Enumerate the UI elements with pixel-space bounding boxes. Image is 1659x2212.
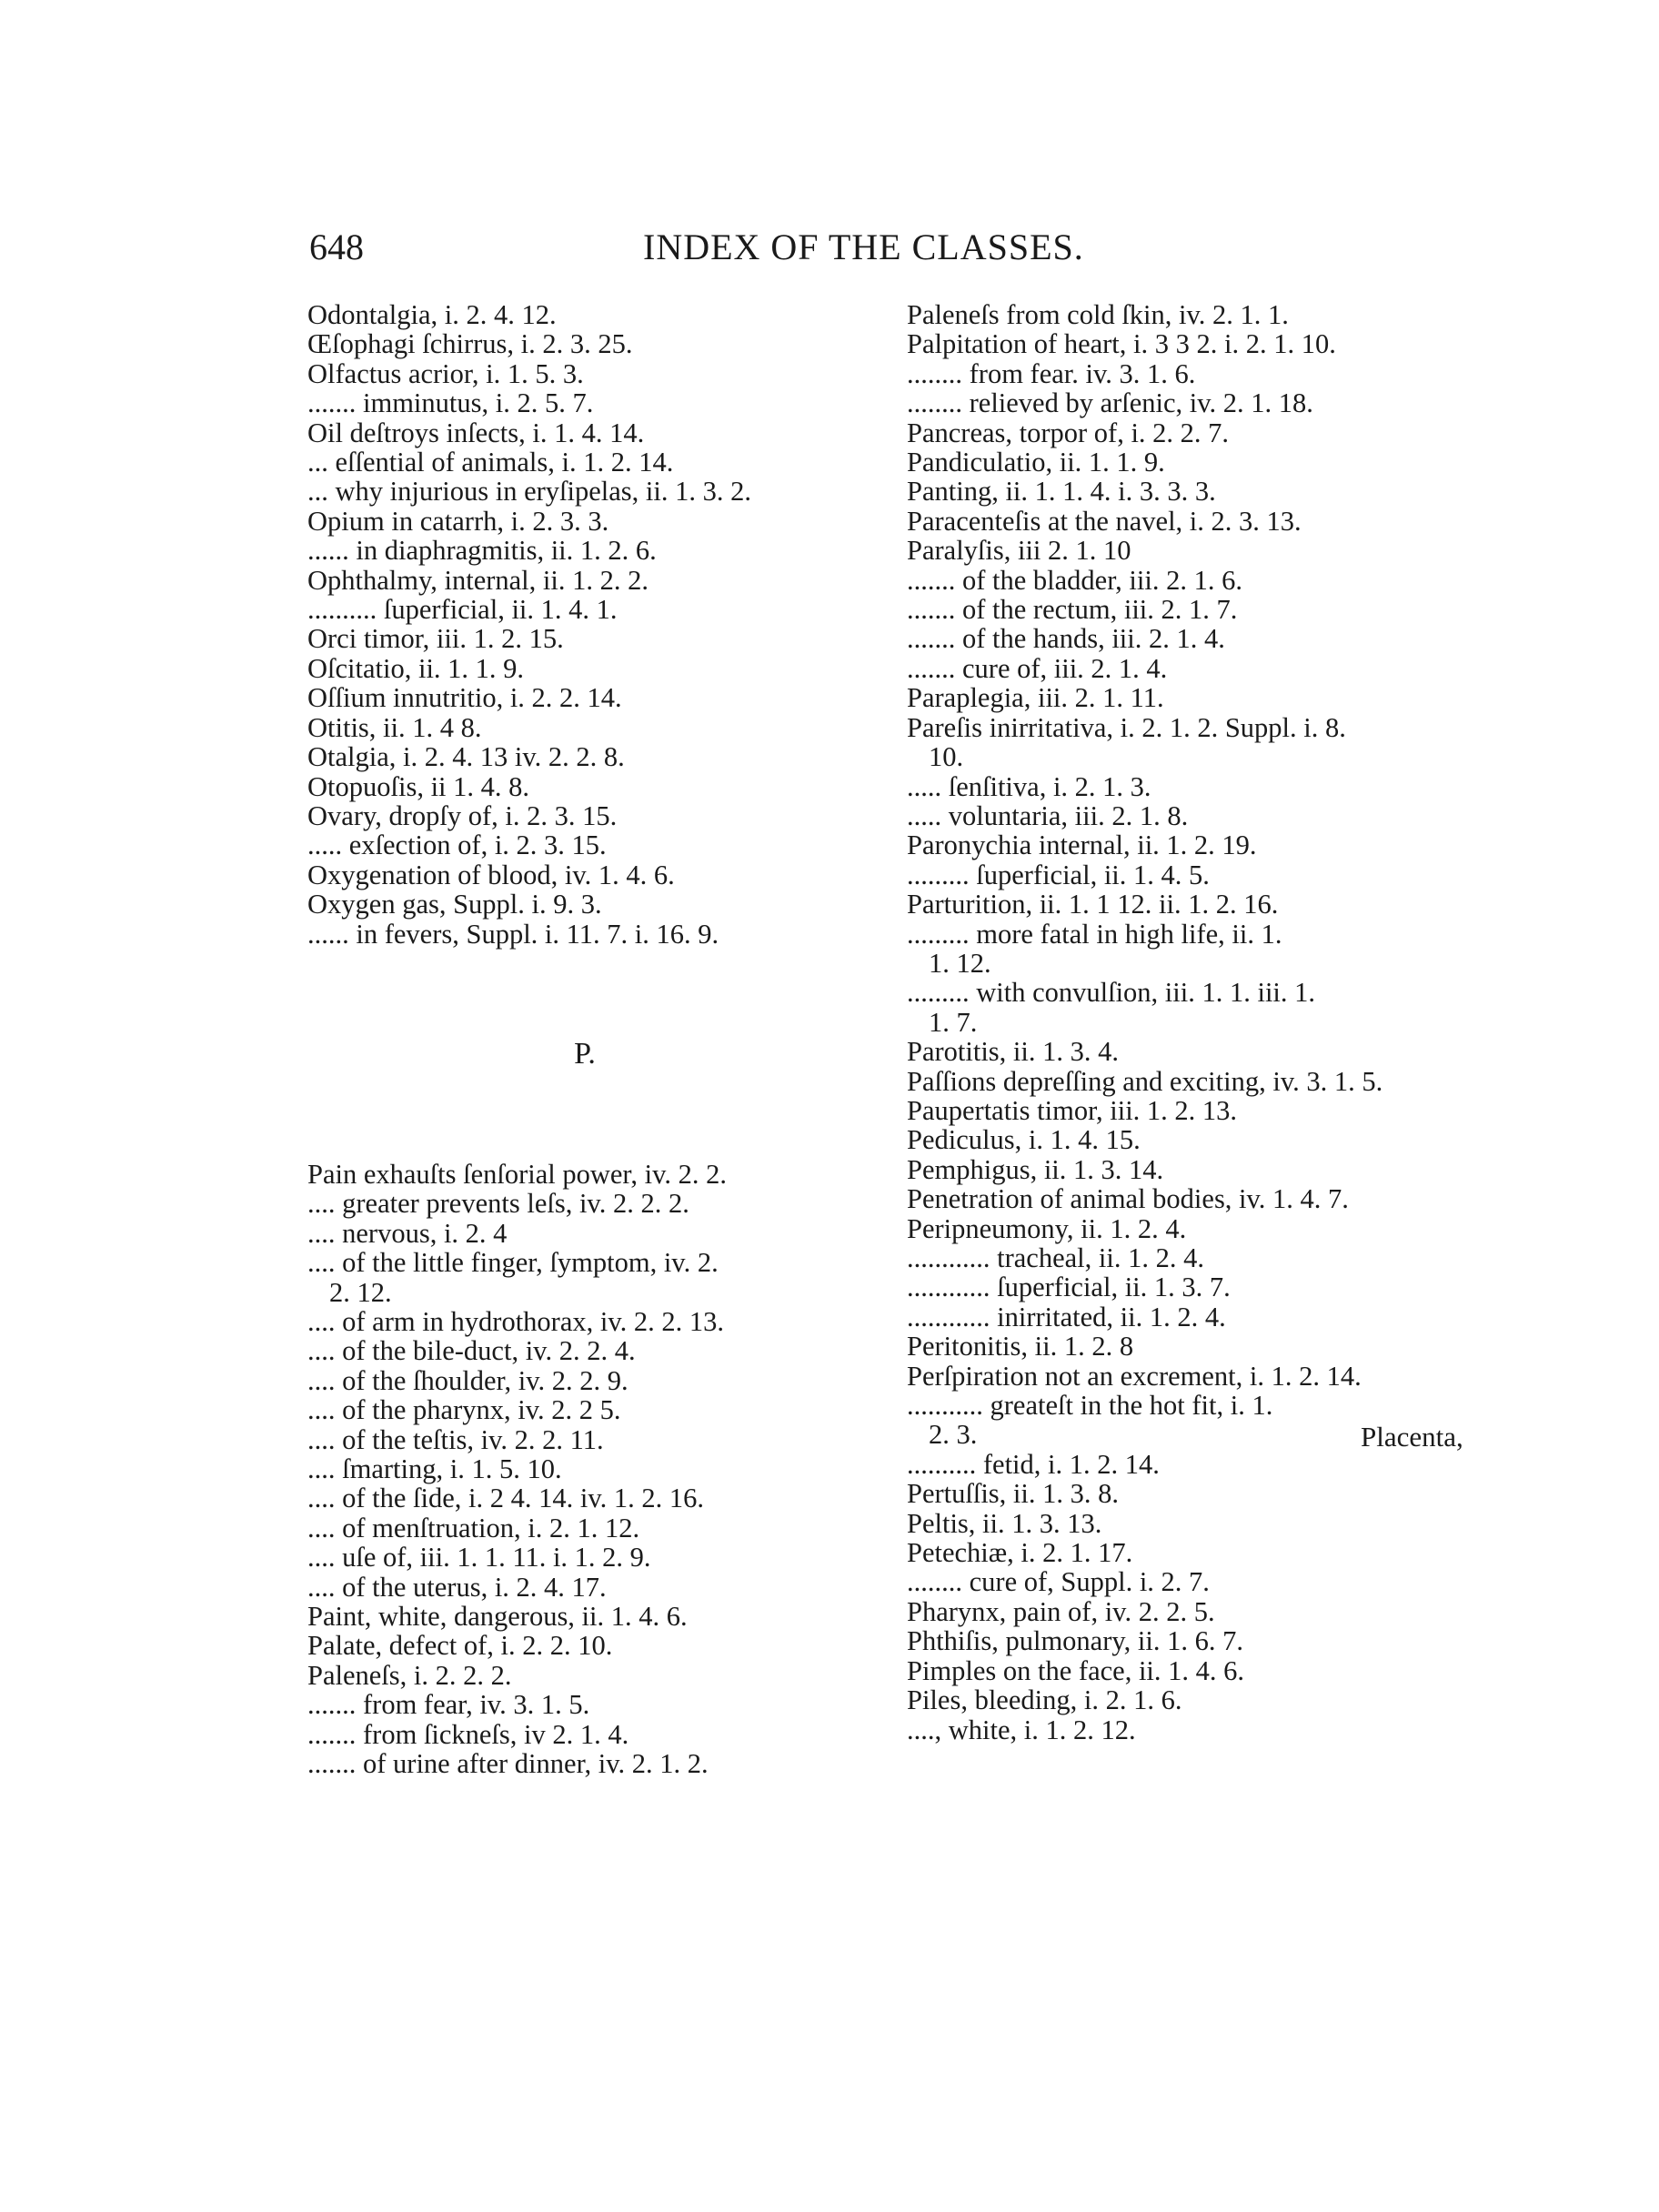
index-entry: Phthiſis, pulmonary, ii. 1. 6. 7. (907, 1625, 1243, 1657)
index-entry: ...... in fevers, Suppl. i. 11. 7. i. 16. 9. (307, 918, 719, 950)
index-entry: Otalgia, i. 2. 4. 13 iv. 2. 2. 8. (307, 741, 625, 773)
index-entry: Pancreas, torpor of, i. 2. 2. 7. (907, 417, 1230, 448)
index-entry-continuation: 10. (929, 741, 964, 773)
index-entry: Petechiæ, i. 2. 1. 17. (907, 1537, 1133, 1569)
index-entry: Peltis, ii. 1. 3. 13. (907, 1507, 1102, 1539)
index-entry: Parturition, ii. 1. 1 12. ii. 1. 2. 16. (907, 889, 1279, 920)
index-entry: ..... ſenſitiva, i. 2. 1. 3. (907, 770, 1151, 802)
index-entry: Pareſis inirritativa, i. 2. 1. 2. Suppl. i. 8. (907, 711, 1346, 743)
index-entry: Oxygen gas, Suppl. i. 9. 3. (307, 889, 602, 920)
page-number: 648 (309, 226, 364, 267)
index-entry: Orci timor, iii. 1. 2. 15. (307, 623, 564, 655)
p-entries (307, 1160, 862, 1779)
index-entry: ....... of the bladder, iii. 2. 1. 6. (907, 564, 1242, 596)
index-entry: Odontalgia, i. 2. 4. 12. (307, 299, 557, 330)
index-entry: Paupertatis timor, iii. 1. 2. 13. (907, 1094, 1238, 1126)
index-entry: ............ ſuperficial, ii. 1. 3. 7. (907, 1272, 1231, 1303)
index-entry: Paronychia internal, ii. 1. 2. 19. (907, 830, 1257, 861)
index-entry: ....... cure of, iii. 2. 1. 4. (907, 652, 1168, 684)
index-entry: Otopuoſis, ii 1. 4. 8. (307, 770, 530, 802)
index-entry: Oſſium innutritio, i. 2. 2. 14. (307, 682, 622, 714)
index-entry: ......... more fatal in high life, ii. 1. (907, 918, 1282, 950)
index-entry: ... eſſential of animals, i. 1. 2. 14. (307, 447, 674, 478)
index-entry-continuation: 1. 7. (929, 1006, 978, 1038)
index-entry: Otitis, ii. 1. 4 8. (307, 711, 482, 743)
index-entry: Pain exhauſts ſenſorial power, iv. 2. 2. (307, 1158, 727, 1190)
index-entry: ..... voluntaria, iii. 2. 1. 8. (907, 799, 1189, 831)
index-entry: Ophthalmy, internal, ii. 1. 2. 2. (307, 564, 649, 596)
index-entry: Peritonitis, ii. 1. 2. 8 (907, 1331, 1134, 1362)
index-entry: ........ relieved by arſenic, iv. 2. 1. 18. (907, 387, 1313, 419)
index-entry: .... of the pharynx, iv. 2. 2 5. (307, 1394, 621, 1426)
index-entry: Pertuſſis, ii. 1. 3. 8. (907, 1478, 1119, 1510)
left-column (307, 300, 862, 1778)
index-entry: Pediculus, i. 1. 4. 15. (907, 1124, 1141, 1156)
index-entry: .... greater prevents leſs, iv. 2. 2. 2. (307, 1188, 689, 1220)
o-entries (307, 300, 862, 949)
index-entry: Paraplegia, iii. 2. 1. 11. (907, 682, 1164, 714)
index-entry-continuation: 2. 3. (929, 1419, 978, 1451)
index-entry: ..... exſection of, i. 2. 3. 15. (307, 830, 607, 861)
index-entry: ....... imminutus, i. 2. 5. 7. (307, 387, 594, 419)
index-entry: ... why injurious in eryſipelas, ii. 1. 3. 2. (307, 476, 751, 508)
index-entry: ....... from fear, iv. 3. 1. 5. (307, 1689, 590, 1721)
index-entry: .... of menſtruation, i. 2. 1. 12. (307, 1512, 640, 1543)
index-entry: Paralyſis, iii 2. 1. 10 (907, 535, 1131, 567)
index-entry: .... of the uterus, i. 2. 4. 17. (307, 1571, 607, 1603)
index-entry: Parotitis, ii. 1. 3. 4. (907, 1036, 1119, 1068)
index-entry: ...., white, i. 1. 2. 12. (907, 1714, 1136, 1745)
index-entry: Paracenteſis at the navel, i. 2. 3. 13. (907, 505, 1302, 537)
index-entry: ......... ſuperficial, ii. 1. 4. 5. (907, 859, 1210, 890)
index-entry: Œſophagi ſchirrus, i. 2. 3. 25. (307, 328, 633, 360)
index-entry: ....... of the hands, iii. 2. 1. 4. (907, 623, 1225, 655)
index-entry: ........ from fear. iv. 3. 1. 6. (907, 357, 1196, 389)
index-entry: ....... of urine after dinner, iv. 2. 1. 2. (307, 1748, 709, 1780)
index-entry: ........ cure of, Suppl. i. 2. 7. (907, 1566, 1210, 1598)
index-entry: Pandiculatio, ii. 1. 1. 9. (907, 447, 1165, 478)
index-entry: .... of arm in hydrothorax, iv. 2. 2. 13. (307, 1305, 724, 1337)
index-entry: .... uſe of, iii. 1. 1. 11. i. 1. 2. 9. (307, 1542, 651, 1574)
index-entry: Pimples on the face, ii. 1. 4. 6. (907, 1654, 1245, 1686)
index-entry: Oil deſtroys inſects, i. 1. 4. 14. (307, 417, 645, 448)
index-entry: Olfactus acrior, i. 1. 5. 3. (307, 357, 584, 389)
index-entry: ............ tracheal, ii. 1. 2. 4. (907, 1242, 1204, 1273)
catchword: Placenta, (1361, 1421, 1463, 1453)
section-heading: P. (574, 1036, 596, 1071)
index-entry: ............ inirritated, ii. 1. 2. 4. (907, 1301, 1226, 1332)
index-entry: ........... greateſt in the hot fit, i. 1. (907, 1390, 1273, 1422)
index-entry: .... of the ſhoulder, iv. 2. 2. 9. (307, 1364, 628, 1396)
page-title: INDEX OF THE CLASSES. (643, 226, 1084, 267)
index-entry: Opium in catarrh, i. 2. 3. 3. (307, 505, 609, 537)
index-entry: Palpitation of heart, i. 3 3 2. i. 2. 1. 10. (907, 328, 1336, 360)
index-entry: .... ſmarting, i. 1. 5. 10. (307, 1453, 562, 1484)
index-entry: Paleneſs, i. 2. 2. 2. (307, 1659, 512, 1691)
index-entry: Oxygenation of blood, iv. 1. 4. 6. (307, 859, 675, 890)
index-entry: .... of the ſide, i. 2 4. 14. iv. 1. 2. 16. (307, 1483, 704, 1514)
index-entry: Penetration of animal bodies, iv. 1. 4. 7. (907, 1183, 1349, 1215)
index-entry: Pemphigus, ii. 1. 3. 14. (907, 1153, 1164, 1185)
index-entry: .... of the teſtis, iv. 2. 2. 11. (307, 1423, 604, 1455)
index-entry: Oſcitatio, ii. 1. 1. 9. (307, 652, 525, 684)
index-entry: Paſſions depreſſing and exciting, iv. 3. 1. 5. (907, 1065, 1383, 1097)
index-entry: ...... in diaphragmitis, ii. 1. 2. 6. (307, 535, 657, 567)
index-entry: .......... fetid, i. 1. 2. 14. (907, 1448, 1160, 1480)
index-entry: Paleneſs from cold ſkin, iv. 2. 1. 1. (907, 299, 1289, 330)
index-entry: ....... from ſickneſs, iv 2. 1. 4. (307, 1718, 629, 1750)
index-entry: .... nervous, i. 2. 4 (307, 1217, 508, 1249)
index-entry: Peripneumony, ii. 1. 2. 4. (907, 1212, 1187, 1244)
index-entry: Ovary, dropſy of, i. 2. 3. 15. (307, 799, 618, 831)
index-entry: Perſpiration not an excrement, i. 1. 2. 14. (907, 1360, 1362, 1392)
index-entry: Panting, ii. 1. 1. 4. i. 3. 3. 3. (907, 476, 1216, 508)
index-entry: ....... of the rectum, iii. 2. 1. 7. (907, 594, 1238, 626)
index-entry: Palate, defect of, i. 2. 2. 10. (307, 1630, 613, 1662)
index-entry-continuation: 1. 12. (929, 947, 991, 979)
index-entry: .... of the bile-duct, iv. 2. 2. 4. (307, 1335, 636, 1367)
index-entry: ......... with convulſion, iii. 1. 1. iii. 1. (907, 977, 1316, 1009)
index-entry: Paint, white, dangerous, ii. 1. 4. 6. (307, 1601, 688, 1633)
index-entry: Pharynx, pain of, iv. 2. 2. 5. (907, 1595, 1215, 1627)
index-entry: .......... ſuperficial, ii. 1. 4. 1. (307, 594, 618, 626)
right-column (907, 300, 1469, 1744)
index-entry-continuation: 2. 12. (329, 1276, 392, 1308)
index-entry: Piles, bleeding, i. 2. 1. 6. (907, 1684, 1182, 1716)
index-entry: .... of the little finger, ſymptom, iv. 2. (307, 1247, 719, 1279)
